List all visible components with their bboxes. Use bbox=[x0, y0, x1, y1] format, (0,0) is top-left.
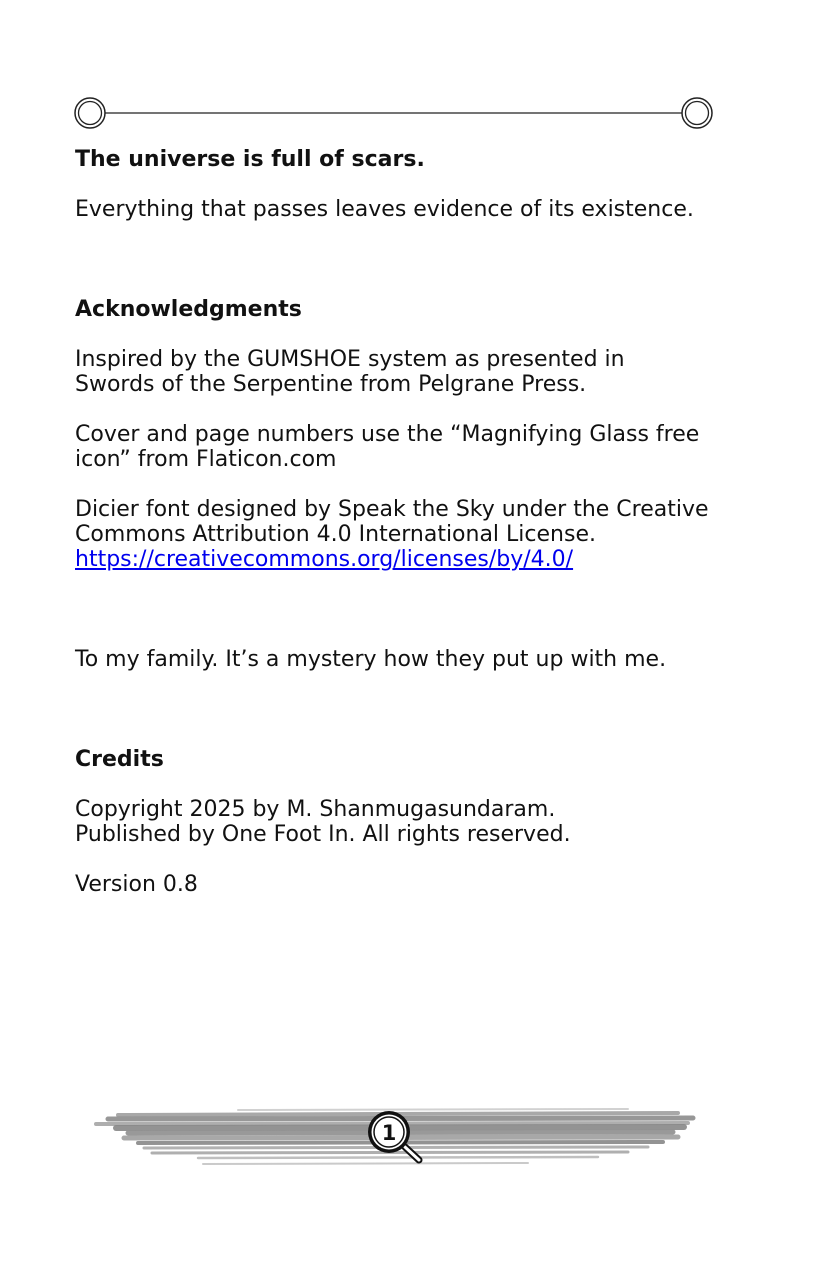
ack-font-line-2: Commons Attribution 4.0 International License. bbox=[75, 522, 596, 547]
page-number: 1 bbox=[381, 1121, 397, 1145]
ack-gumshoe-line-1: Inspired by the GUMSHOE system as presented in bbox=[75, 347, 625, 372]
version-line: Version 0.8 bbox=[75, 872, 198, 897]
ack-icon-line-2: icon” from Flaticon.com bbox=[75, 447, 337, 472]
credits-heading: Credits bbox=[75, 747, 164, 772]
rule-right-circle bbox=[682, 98, 712, 128]
epigraph-heading: The universe is full of scars. bbox=[75, 147, 425, 172]
ack-font-line-1: Dicier font designed by Speak the Sky under the Creative bbox=[75, 497, 709, 522]
publisher-line: Published by One Foot In. All rights reserved. bbox=[75, 822, 571, 847]
epigraph-line: Everything that passes leaves evidence of its existence. bbox=[75, 197, 694, 222]
ack-icon-line-1: Cover and page numbers use the “Magnifying Glass free bbox=[75, 422, 700, 447]
dedication: To my family. It’s a mystery how they put up with me. bbox=[75, 647, 667, 672]
top-divider-rule bbox=[74, 96, 716, 130]
license-link[interactable]: https://creativecommons.org/licenses/by/4.0/ bbox=[75, 547, 574, 572]
acknowledgments-heading: Acknowledgments bbox=[75, 297, 302, 322]
copyright-line: Copyright 2025 by M. Shanmugasundaram. bbox=[75, 797, 556, 822]
rule-left-circle bbox=[75, 98, 105, 128]
ack-gumshoe-line-2: Swords of the Serpentine from Pelgrane Press. bbox=[75, 372, 587, 397]
page-footer bbox=[88, 1104, 700, 1168]
